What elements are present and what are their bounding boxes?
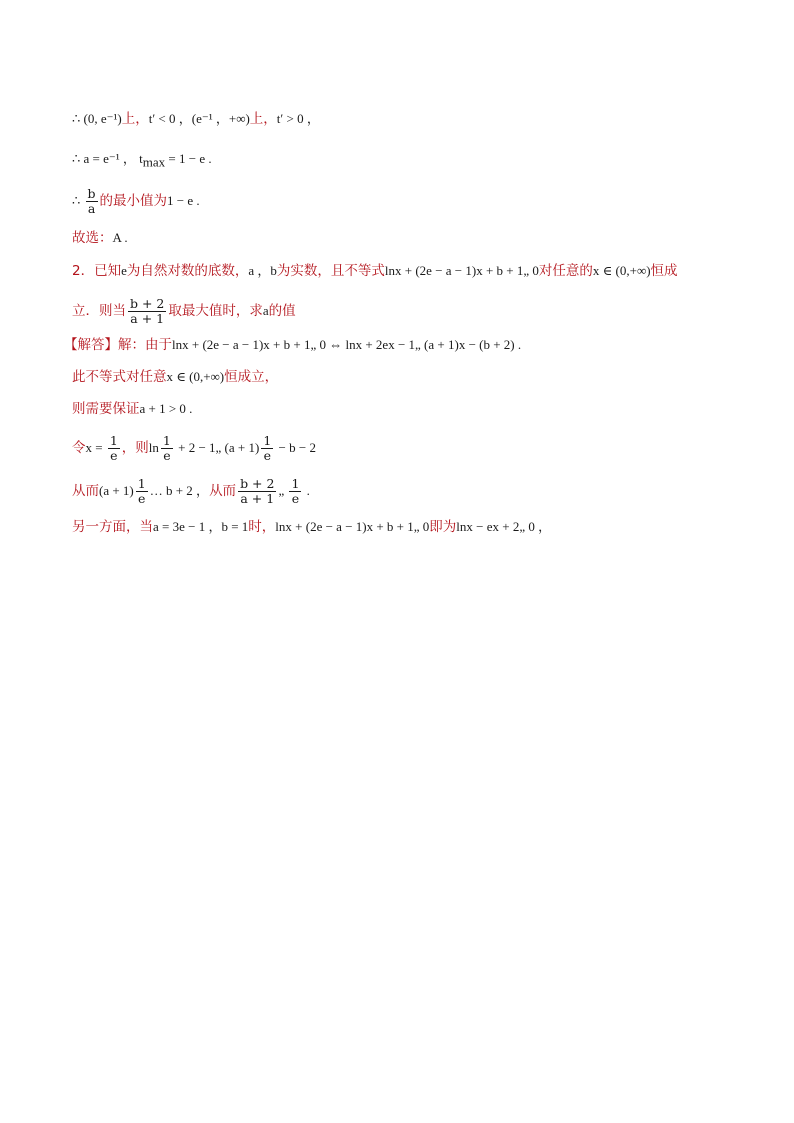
math-min-result: 1 − e . — [167, 193, 200, 208]
numerator: 1 — [263, 433, 272, 448]
numerator: 1 — [137, 476, 146, 491]
text-value: 的值 — [268, 303, 296, 319]
fraction-one-over-e — [136, 477, 148, 506]
text-when: 立．则当 — [72, 303, 126, 319]
solution-header-line — [64, 336, 521, 354]
solution-line-thus — [72, 477, 310, 506]
math-x-eq: x = — [85, 440, 106, 455]
math-ln: ln — [148, 440, 159, 455]
therefore-symbol: ∴ — [72, 193, 84, 208]
text-thus: 从而 — [72, 483, 99, 499]
numerator: 1 — [162, 433, 171, 448]
text-holds: 恒成 — [650, 263, 678, 279]
problem-number-text: 2．已知 — [72, 263, 122, 279]
numerator: b + 2 — [240, 476, 275, 491]
text-min-value: 的最小值为 — [99, 193, 168, 209]
fraction-one-over-e — [261, 434, 273, 463]
text-since: 解：由于 — [118, 337, 172, 353]
solution-line-substitute — [72, 434, 316, 463]
solution-label: 【解答】 — [64, 337, 118, 353]
answer-line — [72, 229, 128, 247]
math-equivalence: lnx + (2e − a − 1)x + b + 1„ 0 ⇔ lnx + 2ex − 1„ (a + 1)x − (b + 2) . — [172, 337, 522, 352]
answer-choice: A . — [112, 230, 128, 245]
text-need-ensure: 则需要保证 — [72, 401, 140, 417]
fraction-one-over-e — [108, 434, 120, 463]
math-max-value: = 1 − e . — [165, 151, 212, 166]
text-choose: 故选： — [72, 230, 113, 246]
math-inequality-part: + 2 − 1„ (a + 1) — [174, 440, 260, 455]
math-ge-b2: … b + 2 ， — [149, 483, 210, 498]
numerator: b + 2 — [130, 296, 165, 311]
text-thus-2: 从而 — [209, 483, 237, 499]
math-a: a — [262, 303, 269, 318]
text-on: 上， — [121, 111, 149, 127]
denominator: e — [110, 448, 118, 463]
text-real-numbers: 为实数，且不等式 — [276, 263, 385, 279]
text-on-2: 上， — [249, 111, 277, 127]
text-then: ，则 — [121, 440, 149, 456]
math-domain: x ∈ (0,+∞) — [166, 369, 225, 384]
fraction-one-over-e — [289, 477, 301, 506]
text-natural-base: 为自然对数的底数， — [126, 263, 249, 279]
math-domain: x ∈ (0,+∞) — [592, 263, 651, 278]
text-becomes: 即为 — [429, 519, 457, 535]
solution-line-max — [72, 150, 212, 172]
therefore-symbol: ∴ — [72, 111, 84, 126]
math-values: a = 3e − 1 ，b = 1 — [153, 519, 249, 534]
denominator: e — [291, 491, 300, 506]
math-le: „ — [278, 483, 288, 498]
math-reduced: lnx − ex + 2„ 0 ， — [456, 519, 552, 534]
denominator: a — [87, 201, 96, 216]
math-derivative-sign-1: t′ < 0 ，(e⁻¹ ，+∞) — [148, 111, 250, 126]
text-always-holds: 恒成立， — [224, 369, 279, 385]
text-inequality-any: 此不等式对任意 — [72, 369, 167, 385]
denominator: e — [138, 491, 146, 506]
text-for-any: 对任意的 — [538, 263, 593, 279]
solution-line-other-side — [72, 518, 551, 536]
math-a-value: a = e⁻¹ ， t — [83, 151, 143, 166]
math-interval-1: (0, e⁻¹) — [83, 111, 122, 126]
fraction-b2-over-a1 — [128, 297, 166, 326]
solution-line-condition — [72, 400, 192, 418]
numerator: b — [87, 186, 96, 201]
solution-line-min — [72, 187, 200, 216]
math-e: e — [121, 263, 127, 278]
math-inequality: lnx + (2e − a − 1)x + b + 1„ 0 — [275, 519, 430, 534]
fraction-b-over-a — [86, 187, 98, 216]
problem-2-line-1 — [72, 262, 678, 280]
text-max-find: 取最大值时，求 — [168, 303, 263, 319]
math-tail: − b − 2 — [275, 440, 316, 455]
math-condition: a + 1 > 0 . — [139, 401, 193, 416]
solution-line-holds — [72, 368, 278, 386]
solution-line-interval-sign — [72, 110, 320, 128]
denominator: a + 1 — [240, 491, 275, 506]
numerator: 1 — [109, 433, 118, 448]
therefore-symbol: ∴ — [72, 151, 84, 166]
problem-2-line-2 — [72, 297, 296, 326]
text-let: 令 — [72, 440, 86, 456]
math-a-plus-1: (a + 1) — [99, 483, 134, 498]
fraction-one-over-e — [161, 434, 173, 463]
subscript-max: max — [142, 154, 166, 170]
text-when-2: 时， — [248, 519, 276, 535]
math-inequality: lnx + (2e − a − 1)x + b + 1„ 0 — [384, 263, 539, 278]
math-derivative-sign-2: t′ > 0 ， — [276, 111, 320, 126]
math-period: . — [303, 483, 310, 498]
math-a-b: a ，b — [248, 263, 277, 278]
denominator: a + 1 — [130, 311, 165, 326]
denominator: e — [263, 448, 271, 463]
numerator: 1 — [291, 476, 300, 491]
fraction-b2-over-a1 — [238, 477, 276, 506]
denominator: e — [163, 448, 171, 463]
text-on-other-hand: 另一方面，当 — [72, 519, 153, 535]
